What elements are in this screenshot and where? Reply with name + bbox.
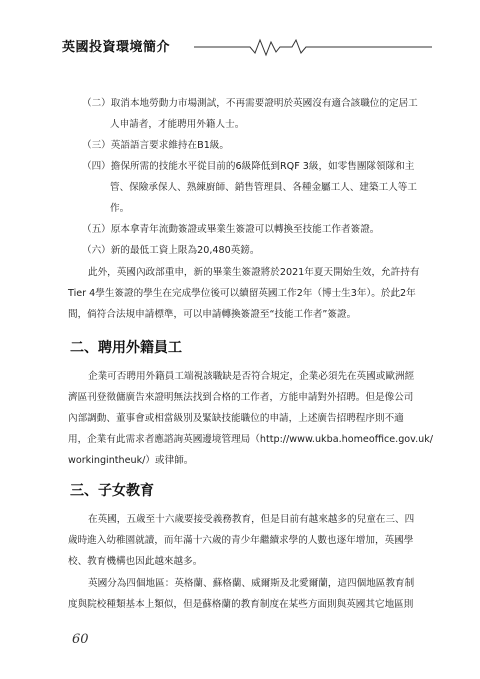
list-item-line: （四）擔保所需的技能水平從目前的6級降低到RQF 3級，如零售團隊領隊和主 xyxy=(82,161,415,172)
paragraph-line: workingintheuk/）或律師。 xyxy=(68,455,194,466)
header-heartbeat-line xyxy=(62,36,432,58)
section-heading: 二、聘用外籍員工 xyxy=(70,340,182,356)
paragraph-line: 在英國，五歲至十六歲要接受義務教育，但是目前有越來越多的兒童在三、四 xyxy=(88,514,415,525)
list-item xyxy=(82,219,432,240)
running-header xyxy=(62,36,432,58)
page-number: 60 xyxy=(72,632,89,647)
paragraph-line: 校、教育機構也因此越來越多。 xyxy=(68,556,203,567)
list-item xyxy=(82,135,432,156)
list-item-line: 管、保險承保人、熟練廚師、銷售管理員、各種金屬工人、建築工人等工 xyxy=(110,182,417,193)
body-paragraph xyxy=(68,573,434,615)
list-item-line: 人申請者，才能聘用外籍人士。 xyxy=(110,119,245,130)
paragraph-line: Tier 4學生簽證的學生在完成學位後可以續留英國工作2年（博士生3年）。於此2年 xyxy=(68,288,416,299)
paragraph-line: 用，企業有此需求者應諮詢英國邊境管理局（http://www.ukba.homeoffice.gov.uk/ xyxy=(68,434,434,445)
list-item xyxy=(82,156,432,219)
list-item-line: 作。 xyxy=(110,203,130,214)
list-item xyxy=(82,93,432,135)
header-title: 英國投資環境簡介 xyxy=(62,40,171,55)
list-item xyxy=(82,240,432,261)
paragraph-line: 歲時進入幼稚園就讀，而年滿十六歲的青少年繼續求學的人數也逐年增加，英國學 xyxy=(68,535,414,546)
paragraph-line: 英國分為四個地區：英格蘭、蘇格蘭、威爾斯及北愛爾蘭，這四個地區教育制 xyxy=(88,578,415,589)
section-heading: 三、子女教育 xyxy=(70,483,154,499)
body-paragraph xyxy=(68,509,434,572)
list-item-line: （二）取消本地勞動力市場測試，不再需要證明於英國沒有適合該職位的定居工 xyxy=(82,98,418,109)
paragraph-line: 此外，英國內政部重申，新的畢業生簽證將於2021年夏天開始生效，允許持有 xyxy=(88,267,420,278)
paragraph-line: 濟區刊登徵傭廣告來證明無法找到合格的工作者，方能申請對外招聘。但是像公司 xyxy=(68,392,414,403)
list-item-line: （三）英語語言要求維持在B1級。 xyxy=(82,140,229,151)
paragraph-line: 間，倘符合法規申請標準，可以申請轉換簽證至“技能工作者”簽證。 xyxy=(68,309,357,320)
paragraph-line: 度與院校種類基本上類似，但是蘇格蘭的教育制度在某些方面則與英國其它地區則 xyxy=(68,599,414,610)
body-paragraph xyxy=(68,366,434,471)
paragraph-line: 內部調動、董事會或相當級別及緊缺技能職位的申請，上述廣告招聘程序則不適 xyxy=(68,413,404,424)
body-paragraph xyxy=(68,262,434,325)
list-item-line: （六）新的最低工資上限為20,480英鎊。 xyxy=(82,245,260,256)
paragraph-line: 企業可否聘用外籍員工端視該職缺是否符合規定，企業必須先在英國或歐洲經 xyxy=(88,371,415,382)
list-item-line: （五）原本拿青年流動簽證或畢業生簽證可以轉換至技能工作者簽證。 xyxy=(82,224,380,235)
